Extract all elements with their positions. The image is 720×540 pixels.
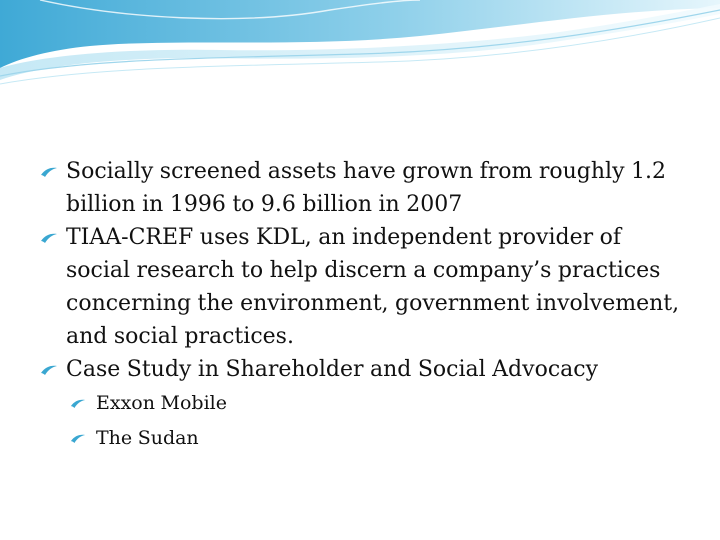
bullet-text: TIAA-CREF uses KDL, an independent provider of social research to help discern a company’s practices concerning the environment, government involvement, and social practices. [66, 225, 680, 349]
bullet-item [40, 221, 680, 353]
slide-content [40, 155, 680, 456]
header-wave-decoration [0, 0, 720, 110]
sub-bullet-item [70, 386, 680, 421]
bullet-text: Socially screened assets have grown from roughly 1.2 billion in 1996 to 9.6 billion in 2007 [66, 159, 667, 217]
bullet-list [40, 155, 680, 456]
sub-bullet-text: Exxon Mobile [96, 392, 227, 414]
bullet-item [40, 155, 680, 221]
bullet-text: Case Study in Shareholder and Social Advocacy [66, 357, 599, 382]
sub-bullet-item [70, 421, 680, 456]
bullet-item [40, 353, 680, 386]
swoosh-bullet-icon [70, 398, 86, 409]
sub-bullet-text: The Sudan [96, 427, 199, 449]
swoosh-bullet-icon [70, 433, 86, 444]
swoosh-bullet-icon [40, 232, 58, 244]
swoosh-bullet-icon [40, 166, 58, 178]
swoosh-bullet-icon [40, 364, 58, 376]
